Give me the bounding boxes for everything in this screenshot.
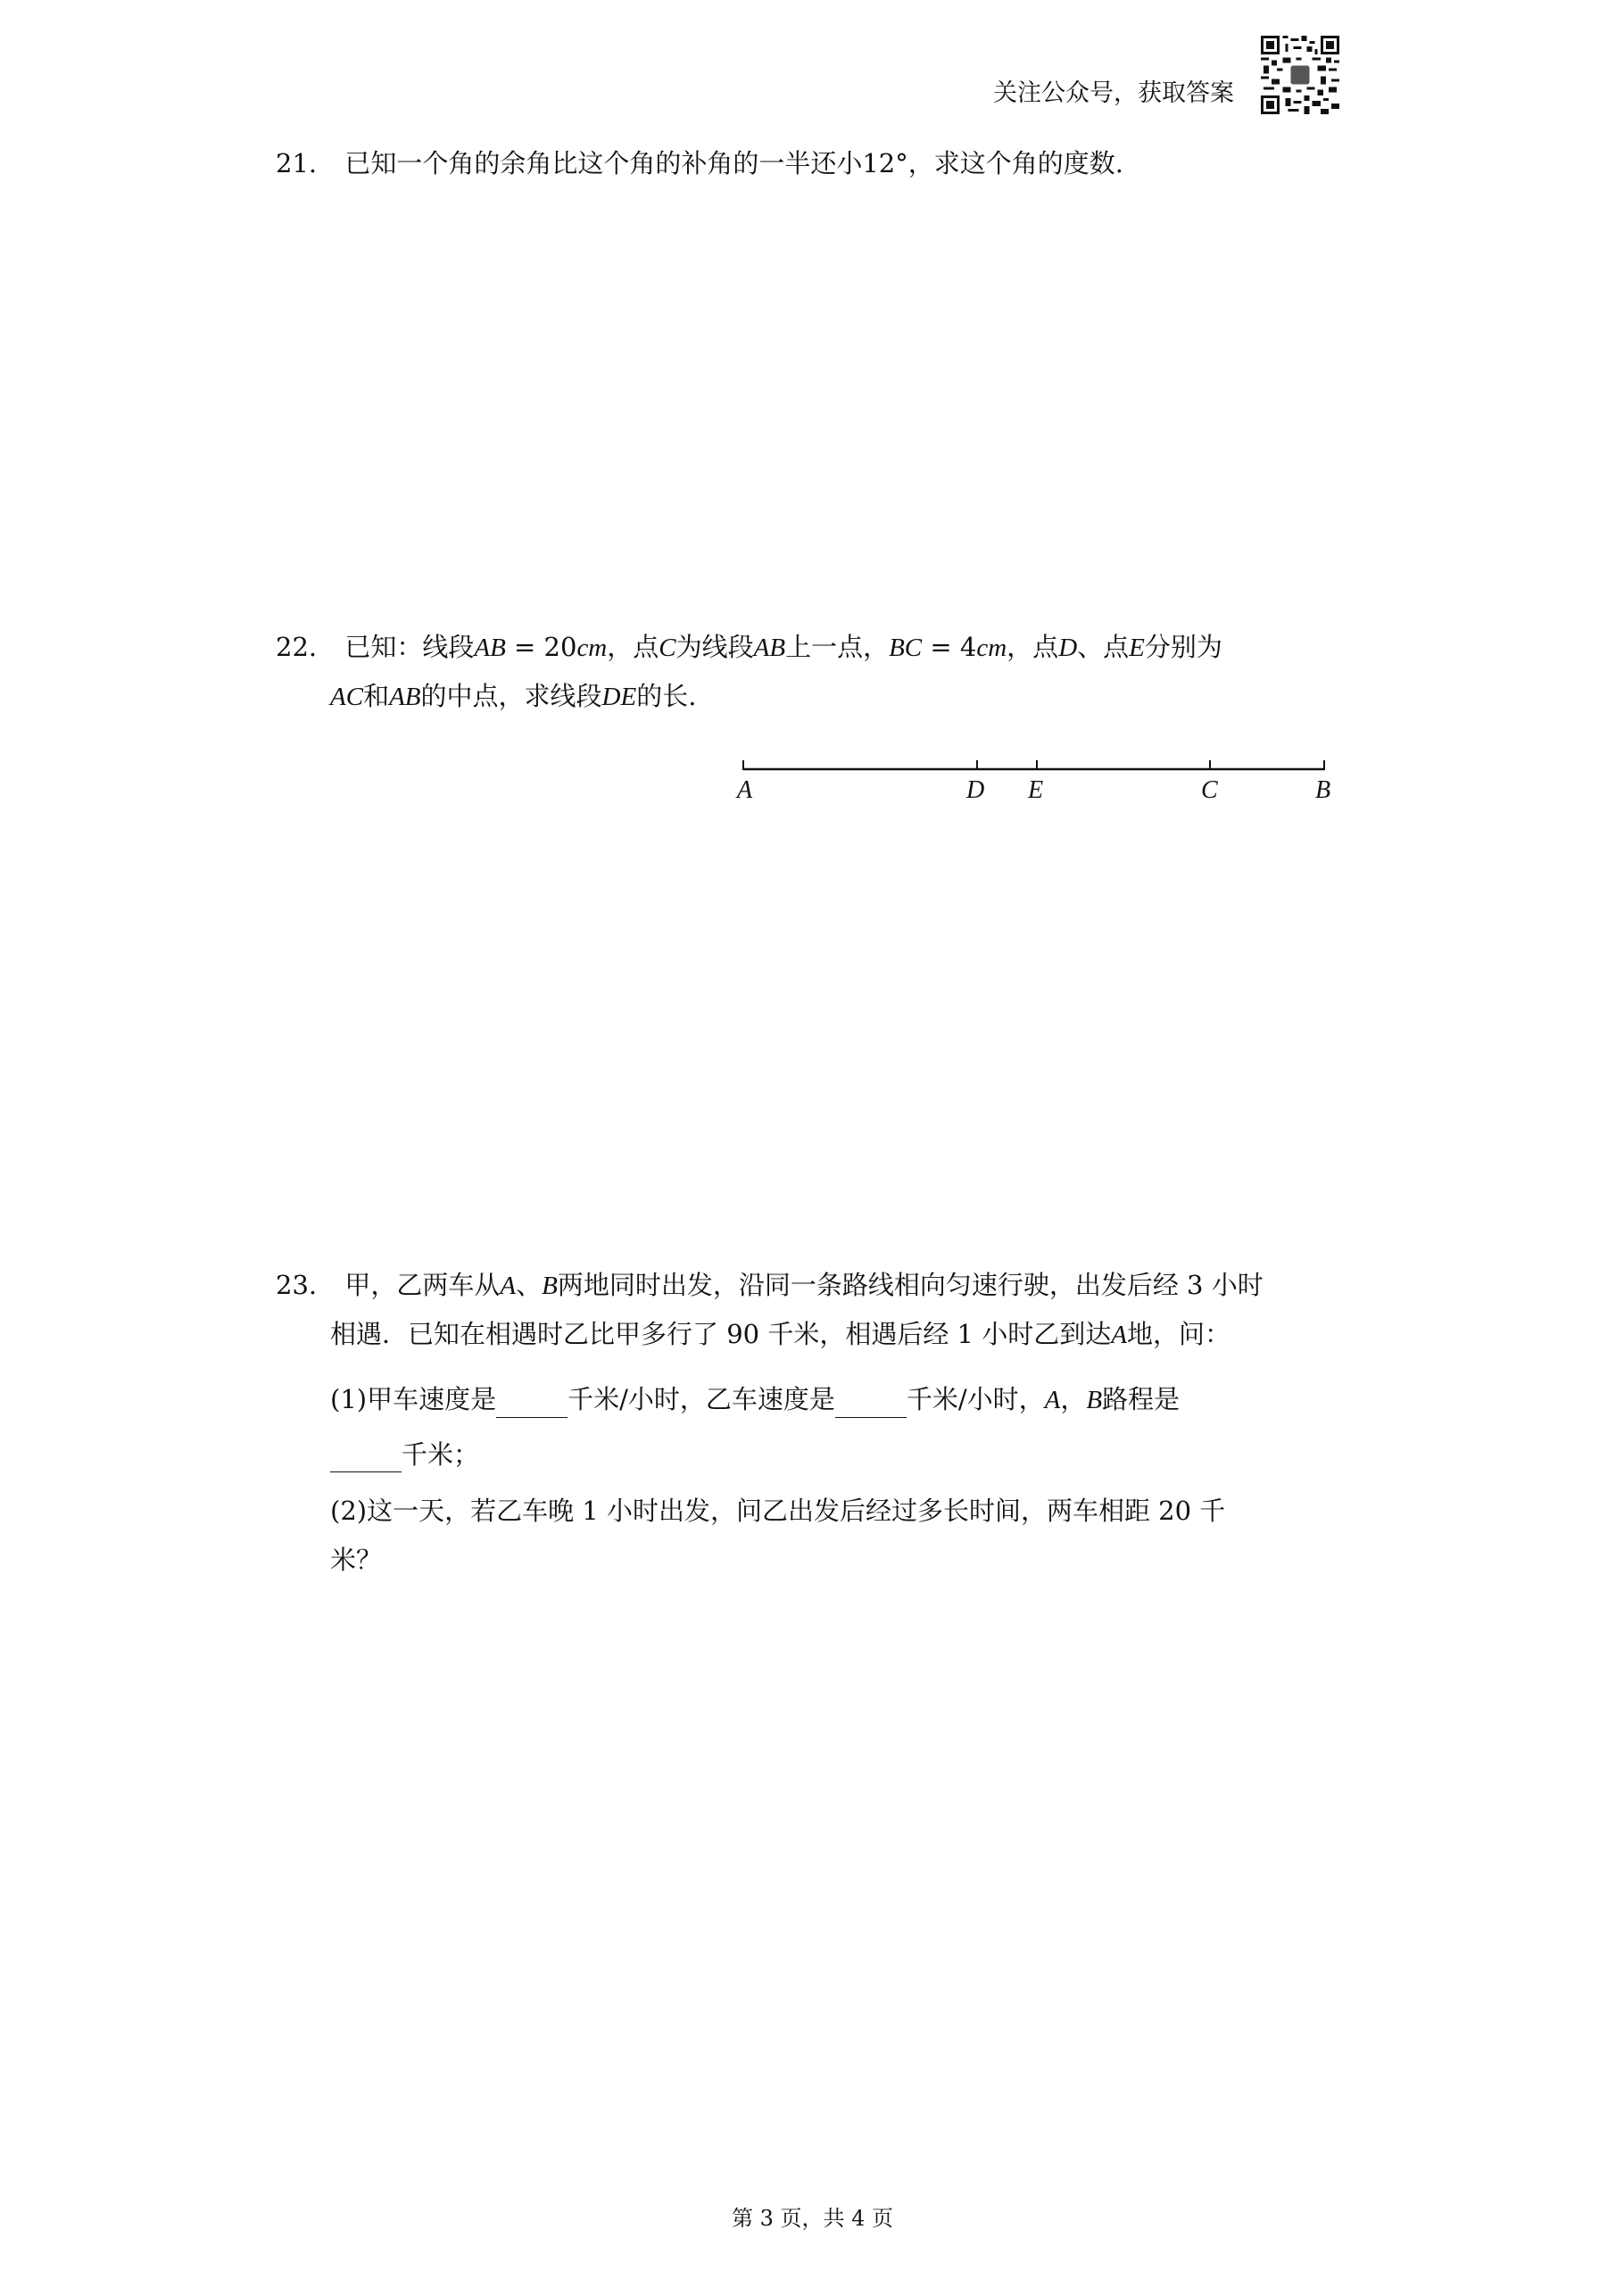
var: AB <box>753 634 786 662</box>
text: ，点 <box>607 632 659 662</box>
var: BC <box>889 634 923 662</box>
question-23-part-2-line-2: 米？ <box>330 1545 383 1575</box>
question-number: 21. <box>276 148 318 178</box>
promo-text: 关注公众号，获取答案 <box>993 79 1234 107</box>
question-number: 23. <box>276 1270 318 1300</box>
text: 为线段 <box>675 632 754 662</box>
point-label-a: A <box>737 776 753 804</box>
text: = 4 <box>922 632 977 662</box>
text: 已知：线段 <box>344 632 475 662</box>
var: cm <box>576 634 608 662</box>
answer-blank-speed-yi[interactable] <box>835 1392 907 1418</box>
text: 两地同时出发，沿同一条路线相向匀速行驶，出发后经 3 小时 <box>557 1270 1264 1300</box>
question-23-line-2 <box>330 1316 1230 1353</box>
var: AB <box>474 634 506 662</box>
question-number: 22. <box>276 632 318 662</box>
text: 、点 <box>1077 632 1130 662</box>
answer-blank-speed-jia[interactable] <box>496 1392 568 1418</box>
text: ， <box>1060 1384 1087 1414</box>
var: cm <box>976 634 1007 662</box>
qr-code-icon <box>1261 36 1339 114</box>
text: 和 <box>363 681 390 711</box>
var: DE <box>601 683 637 711</box>
question-21 <box>276 145 1123 181</box>
text: 路程是 <box>1102 1384 1181 1414</box>
var: B <box>1086 1386 1103 1414</box>
text: 相遇．已知在相遇时乙比甲多行了 90 千米，相遇后经 1 小时乙到达 <box>330 1319 1112 1349</box>
question-23-part-1 <box>330 1381 1180 1418</box>
text: 千米； <box>402 1439 480 1470</box>
var: A <box>1044 1386 1061 1414</box>
var: C <box>659 634 676 662</box>
text: 千米/小时，乙车速度是 <box>568 1384 835 1414</box>
line-segment-diagram <box>737 750 1347 812</box>
text: 分别为 <box>1144 632 1222 662</box>
point-label-c: C <box>1201 776 1218 804</box>
text: (1)甲车速度是 <box>330 1384 497 1414</box>
point-label-b: B <box>1315 776 1331 804</box>
text: ，点 <box>1007 632 1059 662</box>
text: 、 <box>516 1270 543 1300</box>
text: = 20 <box>505 632 577 662</box>
question-23-part-2-line-1: (2)这一天，若乙车晚 1 小时出发，问乙出发后经过多长时间，两车相距 20 千 <box>330 1496 1226 1526</box>
page-number: 第 3 页，共 4 页 <box>732 2206 894 2231</box>
question-text: 已知一个角的余角比这个角的补角的一半还小12°，求这个角的度数. <box>344 148 1123 178</box>
point-label-e: E <box>1028 776 1044 804</box>
question-22-line-2 <box>330 678 696 715</box>
var: A <box>500 1272 517 1300</box>
var: AC <box>330 683 364 711</box>
text: 地，问： <box>1126 1319 1230 1349</box>
question-22-line-1 <box>276 629 1222 666</box>
var: A <box>1111 1321 1127 1349</box>
var: AB <box>389 683 421 711</box>
var: E <box>1129 634 1145 662</box>
text: 千米/小时， <box>906 1384 1045 1414</box>
question-23-line-1 <box>276 1267 1264 1304</box>
text: 甲，乙两车从 <box>344 1270 501 1300</box>
text: 的长. <box>636 681 697 711</box>
var: D <box>1058 634 1078 662</box>
question-23-part-1-cont <box>330 1437 479 1472</box>
var: B <box>542 1272 558 1300</box>
answer-blank-distance[interactable] <box>330 1446 402 1472</box>
text: 的中点，求线段 <box>420 681 602 711</box>
text: 上一点， <box>785 632 890 662</box>
point-label-d: D <box>966 776 985 804</box>
